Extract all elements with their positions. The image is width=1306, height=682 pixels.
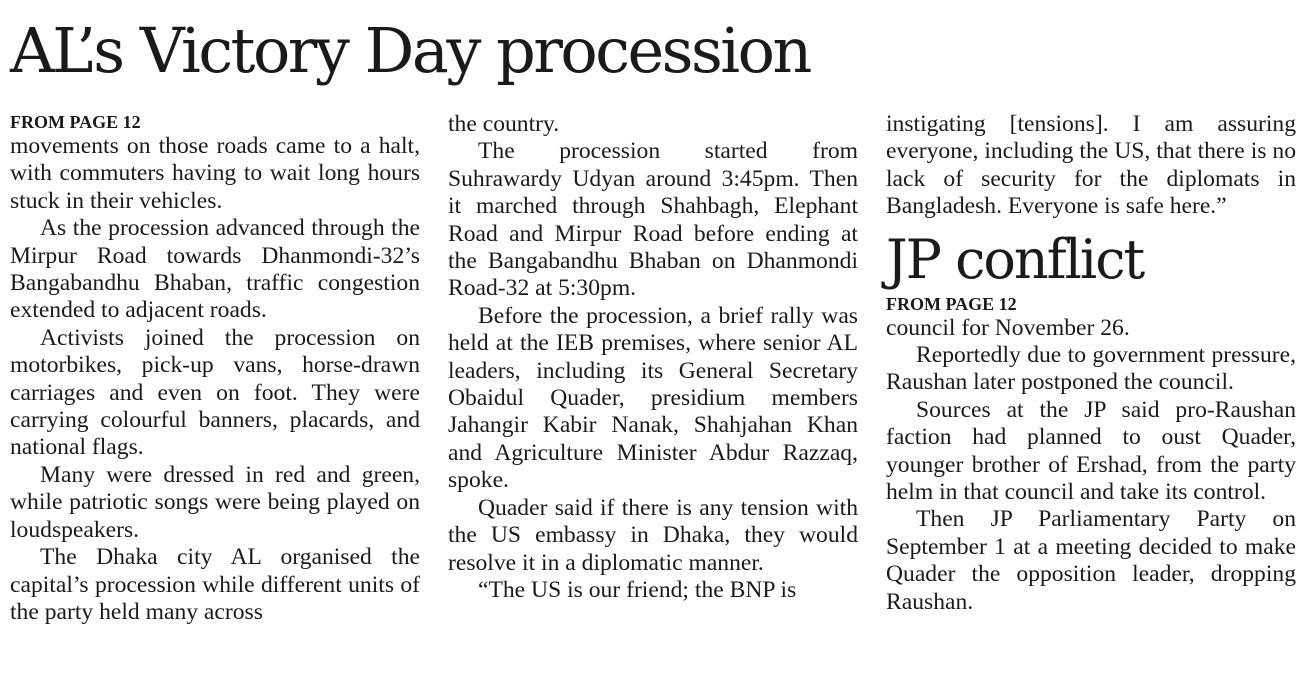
subheadline: JP conflict <box>886 227 1144 291</box>
article-column-3 <box>886 111 1296 616</box>
paragraph: The Dhaka city AL organised the capital’s procession while different units of the party held many across <box>10 544 420 625</box>
paragraph: Before the procession, a brief rally was held at the IEB premises, where senior AL leaders, including its General Secretary Obaidul Quader, presidium members Jahangir Kabir Nanak, Shahjahan Khan and Agriculture Minister Abdur Razzaq, spoke. <box>448 302 858 494</box>
paragraph: council for November 26. <box>886 314 1130 341</box>
paragraph: As the procession advanced through the Mirpur Road towards Dhanmondi-32’s Bangabandhu Bhaban, traffic congestion extended to adjacent roads. <box>10 215 420 324</box>
paragraph: The procession started from Suhrawardy Udyan around 3:45pm. Then it marched through Shahbagh, Elephant Road and Mirpur Road before ending at the Bangabandhu Bhaban on Dhanmondi Road-32 at 5:30pm. <box>448 138 858 302</box>
article-column-2 <box>448 111 858 604</box>
headline: AL’s Victory Day procession <box>10 14 810 87</box>
paragraph: the country. <box>448 111 560 137</box>
paragraph: “The US is our friend; the BNP is <box>478 576 797 603</box>
article-column-1 <box>10 111 420 626</box>
paragraph: Activists joined the procession on motorbikes, pick-up vans, horse-drawn carriages and even on foot. They were carrying colourful banners, placards, and national flags. <box>10 324 420 461</box>
paragraph: instigating [tensions]. I am assuring everyone, including the US, that there is no lack of security for the diplomats in Bangladesh. Everyone is safe here.” <box>886 111 1296 220</box>
paragraph: Reportedly due to government pressure, Raushan later postponed the council. <box>886 342 1296 396</box>
paragraph: Then JP Parliamentary Party on September 1 at a meeting decided to make Quader the opposition leader, dropping Raushan. <box>886 506 1296 615</box>
paragraph: movements on those roads came to a halt, with commuters having to wait long hours stuck in their vehicles. <box>10 133 420 214</box>
continued-from-label: FROM PAGE 12 <box>886 293 1017 314</box>
continued-from-label: FROM PAGE 12 <box>10 112 141 132</box>
paragraph: Quader said if there is any tension with the US embassy in Dhaka, they would resolve it in a diplomatic manner. <box>448 494 858 576</box>
paragraph: Sources at the JP said pro-Raushan faction had planned to oust Quader, younger brother of Ershad, from the party helm in that council and take its control. <box>886 396 1296 506</box>
paragraph: Many were dressed in red and green, while patriotic songs were being played on loudspeakers. <box>10 461 420 543</box>
